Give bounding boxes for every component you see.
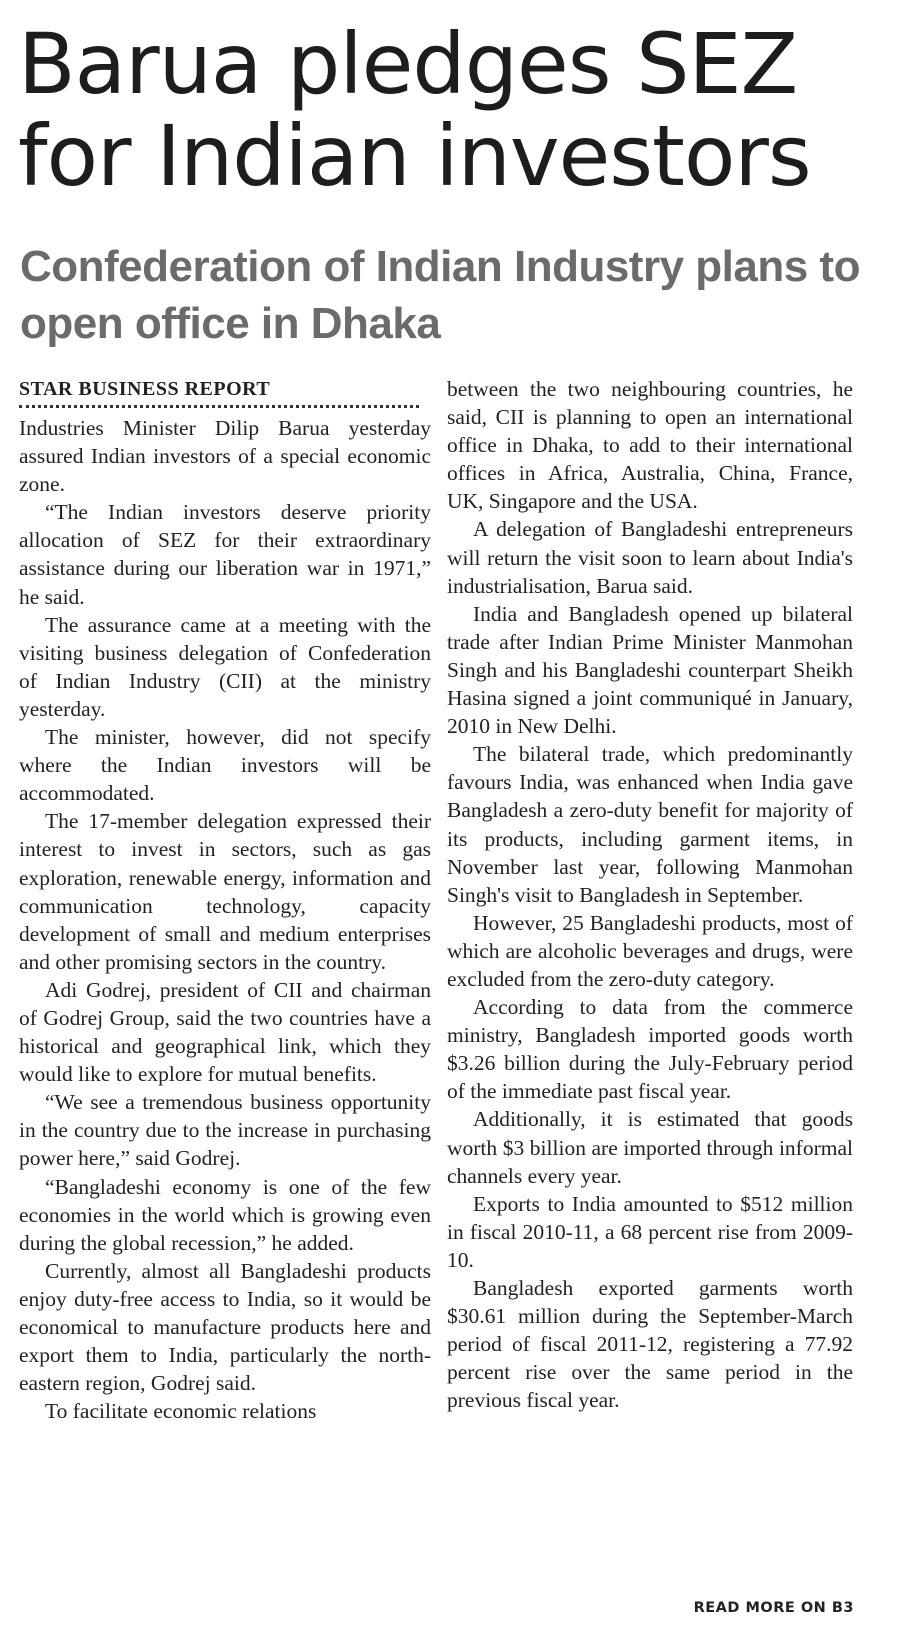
article-paragraph: Bangladesh exported garments worth $30.61 million during the September-March period of fiscal 2011-12, registering a 77.92 percent rise over the same period in the previous fiscal year.: [447, 1276, 853, 1413]
article-paragraph: To facilitate economic relations: [45, 1399, 317, 1424]
article-paragraph: The minister, however, did not specify where the Indian investors will be accommodated.: [19, 725, 431, 806]
article-paragraph: India and Bangladesh opened up bilateral trade after Indian Prime Minister Manmohan Singh and his Bangladeshi counterpart Sheikh Hasina signed a joint communiqué in January, 2010 in New Delhi.: [447, 601, 853, 739]
article-paragraph: A delegation of Bangladeshi entrepreneurs will return the visit soon to learn about India's industrialisation, Barua said.: [447, 517, 853, 598]
headline: Barua pledges SEZ for Indian investors: [18, 15, 811, 206]
article-paragraph: The 17-member delegation expressed their interest to invest in sectors, such as gas exploration, renewable energy, information and communication technology, capacity development of small and medium enterprises and other promising sectors in the country.: [19, 809, 431, 974]
article-paragraph: However, 25 Bangladeshi products, most of which are alcoholic beverages and drugs, were excluded from the zero-duty category.: [447, 910, 853, 991]
article-paragraph: According to data from the commerce ministry, Bangladesh imported goods worth $3.26 billion during the July-February period of the immediate past fiscal year.: [447, 995, 853, 1104]
article-paragraph: “Bangladeshi economy is one of the few economies in the world which is growing even during the global recession,” he added.: [19, 1174, 431, 1255]
article-paragraph: “We see a tremendous business opportunity in the country due to the increase in purchasing power here,” said Godrej.: [19, 1090, 431, 1171]
byline: STAR BUSINESS REPORT: [19, 378, 271, 400]
article-paragraph: between the two neighbouring countries, he said, CII is planning to open an international office in Dhaka, to add to their international offices in Africa, Australia, China, France, UK, Singapore and the USA.: [447, 377, 853, 514]
article-paragraph: Currently, almost all Bangladeshi products enjoy duty-free access to India, so it would be economical to manufacture products here and export them to India, particularly the north-eastern region, Godrej said.: [19, 1258, 431, 1396]
subheadline: Confederation of Indian Industry plans to open office in Dhaka: [20, 242, 860, 349]
article-column-left: [19, 375, 431, 1425]
article-paragraph: The assurance came at a meeting with the visiting business delegation of Confederation of Indian Industry (CII) at the ministry yesterday.: [19, 612, 431, 721]
read-more-link[interactable]: READ MORE ON B3: [693, 1600, 854, 1616]
article-paragraph: Industries Minister Dilip Barua yesterday assured Indian investors of a special economic zone.: [19, 416, 431, 497]
article-paragraph: The bilateral trade, which predominantly favours India, was enhanced when India gave Bangladesh a zero-duty benefit for majority of its products, including garment items, in November last year, following Manmohan Singh's visit to Bangladesh in September.: [447, 742, 853, 907]
article-paragraph: Additionally, it is estimated that goods worth $3 billion are imported through informal channels every year.: [447, 1107, 853, 1188]
article-paragraph: Adi Godrej, president of CII and chairman of Godrej Group, said the two countries have a historical and geographical link, which they would like to explore for mutual benefits.: [19, 977, 431, 1087]
article-paragraph: “The Indian investors deserve priority allocation of SEZ for their extraordinary assistance during our liberation war in 1971,” he said.: [19, 500, 431, 609]
article-paragraph: Exports to India amounted to $512 million in fiscal 2010-11, a 68 percent rise from 2009-10.: [447, 1191, 853, 1272]
byline-divider: [19, 405, 419, 408]
article-column-right: [447, 375, 853, 1414]
